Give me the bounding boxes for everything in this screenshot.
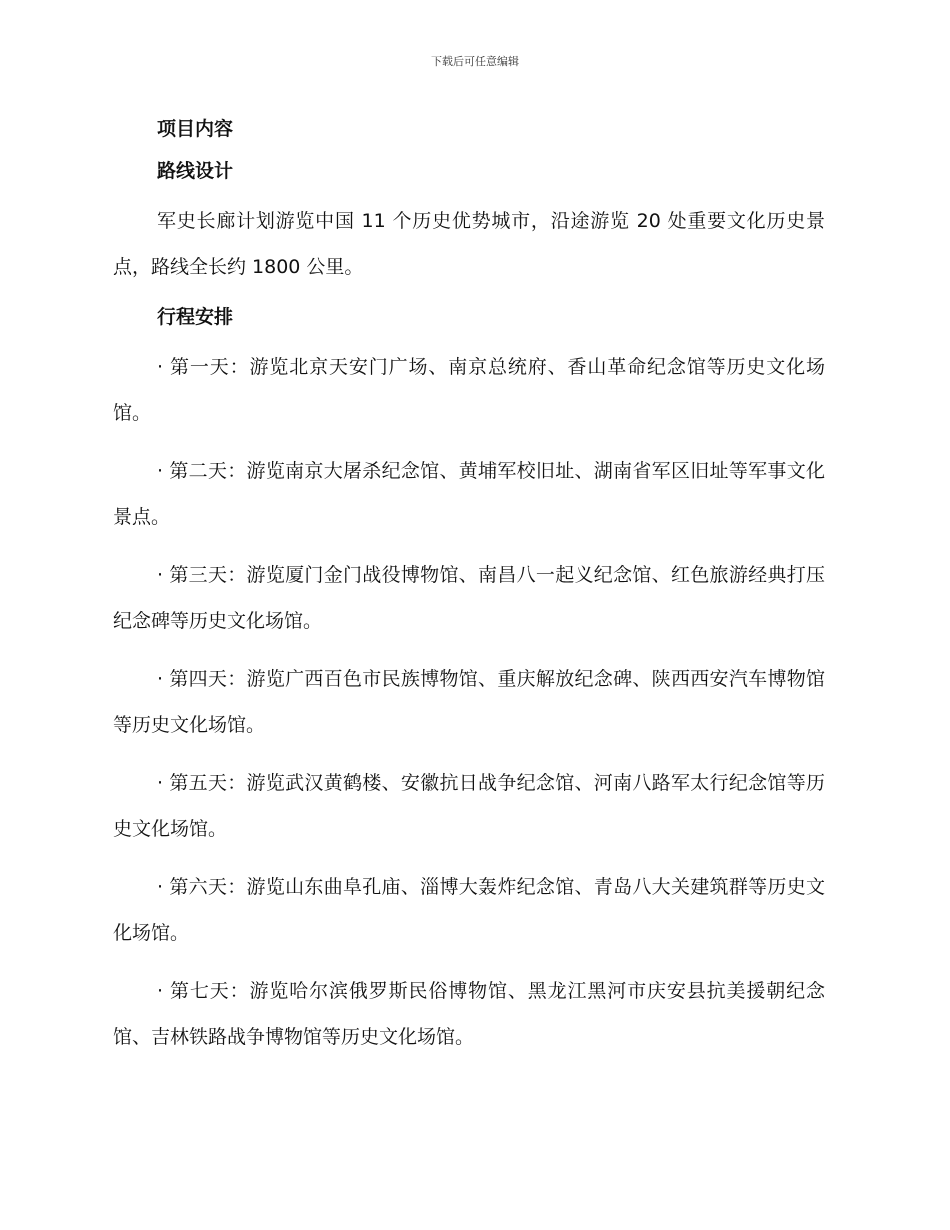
day-5-item: · 第五天：游览武汉黄鹤楼、安徽抗日战争纪念馆、河南八路军太行纪念馆等历史文化场馆。 (113, 772, 825, 840)
day-2-item: · 第二天：游览南京大屠杀纪念馆、黄埔军校旧址、湖南省军区旧址等军事文化景点。 (113, 460, 825, 528)
route-description: 军史长廊计划游览中国 11 个历史优势城市，沿途游览 20 处重要文化历史景点，路线全长约 1800 公里。 (113, 210, 825, 278)
project-content-heading: 项目内容 (157, 118, 234, 140)
day-3-item: · 第三天：游览厦门金门战役博物馆、南昌八一起义纪念馆、红色旅游经典打压纪念碑等历史文化场馆。 (113, 564, 825, 632)
day-4-item: · 第四天：游览广西百色市民族博物馆、重庆解放纪念碑、陕西西安汽车博物馆等历史文化场馆。 (113, 668, 825, 736)
day-7-item: · 第七天：游览哈尔滨俄罗斯民俗博物馆、黑龙江黑河市庆安县抗美援朝纪念馆、吉林铁路战争博物馆等历史文化场馆。 (113, 980, 825, 1048)
schedule-heading: 行程安排 (157, 306, 234, 328)
document-body (113, 114, 825, 1072)
day-1-item: · 第一天：游览北京天安门广场、南京总统府、香山革命纪念馆等历史文化场馆。 (113, 356, 825, 424)
page-header: 下载后可任意编辑 (431, 55, 519, 68)
route-design-heading: 路线设计 (157, 160, 234, 182)
day-6-item: · 第六天：游览山东曲阜孔庙、淄博大轰炸纪念馆、青岛八大关建筑群等历史文化场馆。 (113, 876, 825, 944)
